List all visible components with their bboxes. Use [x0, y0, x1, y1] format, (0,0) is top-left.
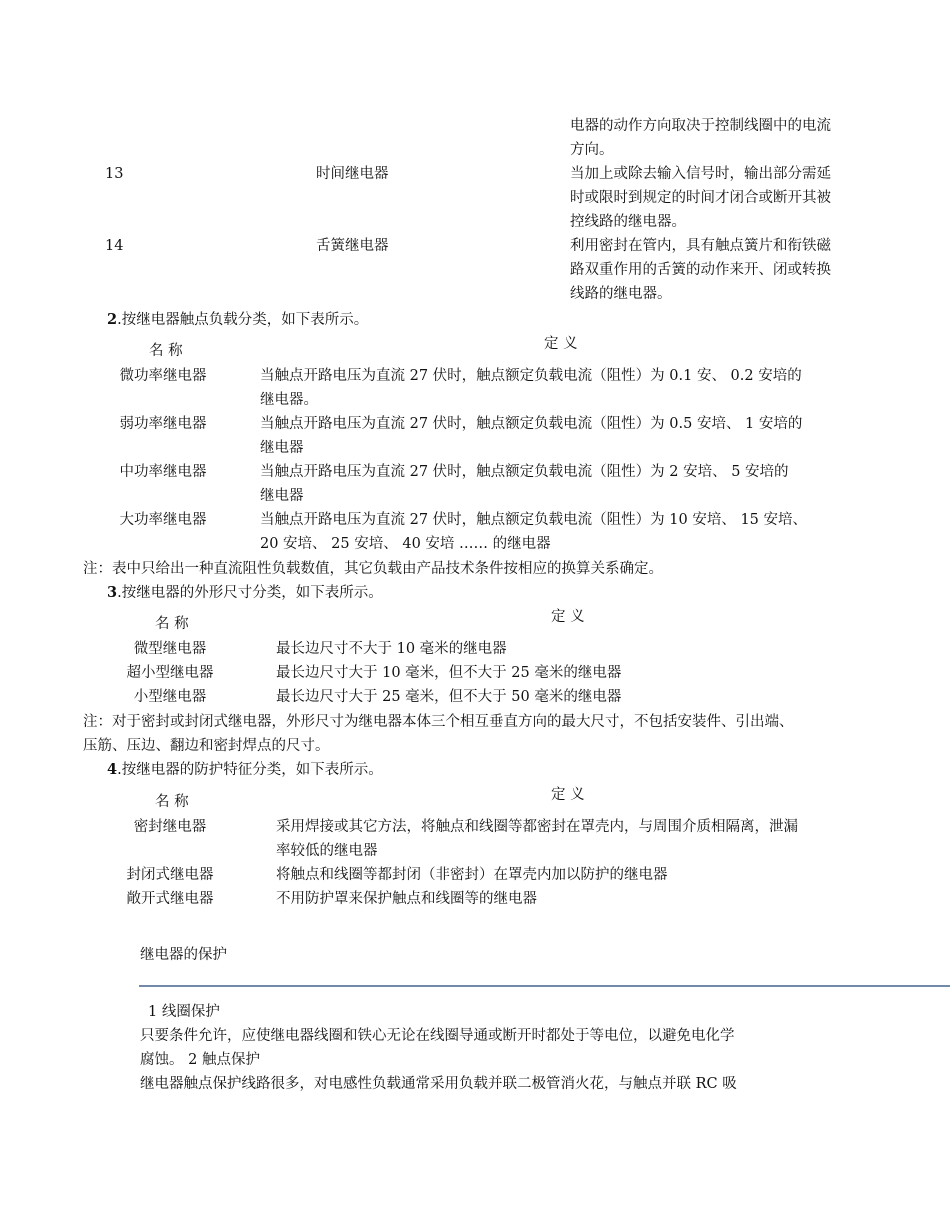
- section-number: 4: [107, 761, 118, 778]
- row-def: 最长边尺寸大于 10 毫米，但不大于 25 毫米的继电器: [276, 665, 622, 681]
- row-name: 中功率继电器: [119, 464, 207, 480]
- row-name: 封闭式继电器: [126, 867, 214, 883]
- row-name: 弱功率继电器: [119, 416, 207, 432]
- row-number: 14: [105, 238, 124, 254]
- row-name: 密封继电器: [133, 819, 207, 835]
- paragraph-line: 只要条件允许，应使继电器线圈和铁心无论在线圈导通或断开时都处于等电位，以避免电化学: [140, 1028, 735, 1044]
- row-def-line: 路双重作用的舌簧的动作来开、闭或转换: [570, 262, 831, 278]
- row-def-line: 采用焊接或其它方法，将触点和线圈等都密封在罩壳内，与周围介质相隔离，泄漏: [276, 819, 798, 835]
- row-name: 时间继电器: [316, 166, 389, 182]
- table-note: 注：表中只给出一种直流阻性负载数值，其它负载由产品技术条件按相应的换算关系确定。: [83, 561, 663, 577]
- row-def-line: 当触点开路电压为直流 27 伏时，触点额定负载电流（阻性）为 10 安培、 15 安培、: [260, 512, 808, 528]
- section-number: 3: [107, 584, 118, 601]
- row-def-line: 将触点和线圈等都封闭（非密封）在罩壳内加以防护的继电器: [276, 867, 668, 883]
- row-def-line: 时或限时到规定的时间才闭合或断开其被: [570, 190, 831, 206]
- row-def-line: 不用防护罩来保护触点和线圈等的继电器: [276, 891, 537, 907]
- table-note-line: 压筋、压边、翻边和密封焊点的尺寸。: [83, 738, 330, 754]
- row-name: 微功率继电器: [119, 368, 207, 384]
- row-name: 小型继电器: [133, 689, 207, 705]
- def-continued-line: 电器的动作方向取决于控制线圈中的电流: [570, 118, 831, 134]
- column-header-def: 定 义: [544, 336, 578, 352]
- row-def-line: 继电器: [260, 488, 304, 504]
- paragraph-line: 1 线圈保护: [148, 1004, 220, 1020]
- section-heading: [107, 308, 368, 332]
- column-header-name: 名 称: [149, 343, 183, 359]
- row-name: 敞开式继电器: [126, 891, 214, 907]
- column-header-name: 名 称: [155, 616, 189, 632]
- section-heading: [107, 758, 383, 782]
- paragraph-line: 腐蚀。 2 触点保护: [140, 1052, 260, 1068]
- row-def-line: 率较低的继电器: [276, 843, 378, 859]
- row-name: 微型继电器: [133, 641, 207, 657]
- row-def-line: 线路的继电器。: [570, 286, 672, 302]
- row-name: 超小型继电器: [126, 665, 214, 681]
- row-def-line: 利用密封在管内，具有触点簧片和衔铁磁: [570, 238, 831, 254]
- section-title: .按继电器触点负载分类，如下表所示。: [117, 312, 369, 328]
- column-header-name: 名 称: [155, 794, 189, 810]
- row-def-line: 当触点开路电压为直流 27 伏时，触点额定负载电流（阻性）为 0.1 安、 0.2 安培的: [260, 368, 802, 384]
- row-def-line: 继电器: [260, 440, 304, 456]
- column-header-def: 定 义: [551, 609, 585, 625]
- row-def-line: 控线路的继电器。: [570, 214, 686, 230]
- row-name: 大功率继电器: [119, 512, 207, 528]
- section-heading: 继电器的保护: [140, 947, 227, 963]
- row-def-line: 20 安培、 25 安培、 40 安培 …… 的继电器: [260, 536, 551, 552]
- table-note-line: 注：对于密封或封闭式继电器，外形尺寸为继电器本体三个相互垂直方向的最大尺寸，不包括安装件、引出端、: [83, 714, 794, 730]
- row-def-line: 当触点开路电压为直流 27 伏时，触点额定负载电流（阻性）为 2 安培、 5 安培的: [260, 464, 789, 480]
- row-def: 最长边尺寸大于 25 毫米，但不大于 50 毫米的继电器: [276, 689, 622, 705]
- row-number: 13: [105, 166, 124, 182]
- row-def-line: 继电器。: [260, 392, 318, 408]
- divider: [139, 985, 950, 987]
- section-number: 2: [107, 311, 118, 328]
- row-def-line: 当加上或除去输入信号时，输出部分需延: [570, 166, 831, 182]
- row-def-line: 当触点开路电压为直流 27 伏时，触点额定负载电流（阻性）为 0.5 安培、 1 安培的: [260, 416, 803, 432]
- row-name: 舌簧继电器: [316, 238, 389, 254]
- section-title: .按继电器的防护特征分类，如下表所示。: [117, 762, 383, 778]
- paragraph-line: 继电器触点保护线路很多，对电感性负载通常采用负载并联二极管消火花，与触点并联 RC 吸: [140, 1076, 737, 1092]
- column-header-def: 定 义: [551, 787, 585, 803]
- section-heading: [107, 581, 383, 605]
- section-title: .按继电器的外形尺寸分类，如下表所示。: [117, 585, 383, 601]
- row-def: 最长边尺寸不大于 10 毫米的继电器: [276, 641, 507, 657]
- def-continued-line: 方向。: [570, 142, 614, 158]
